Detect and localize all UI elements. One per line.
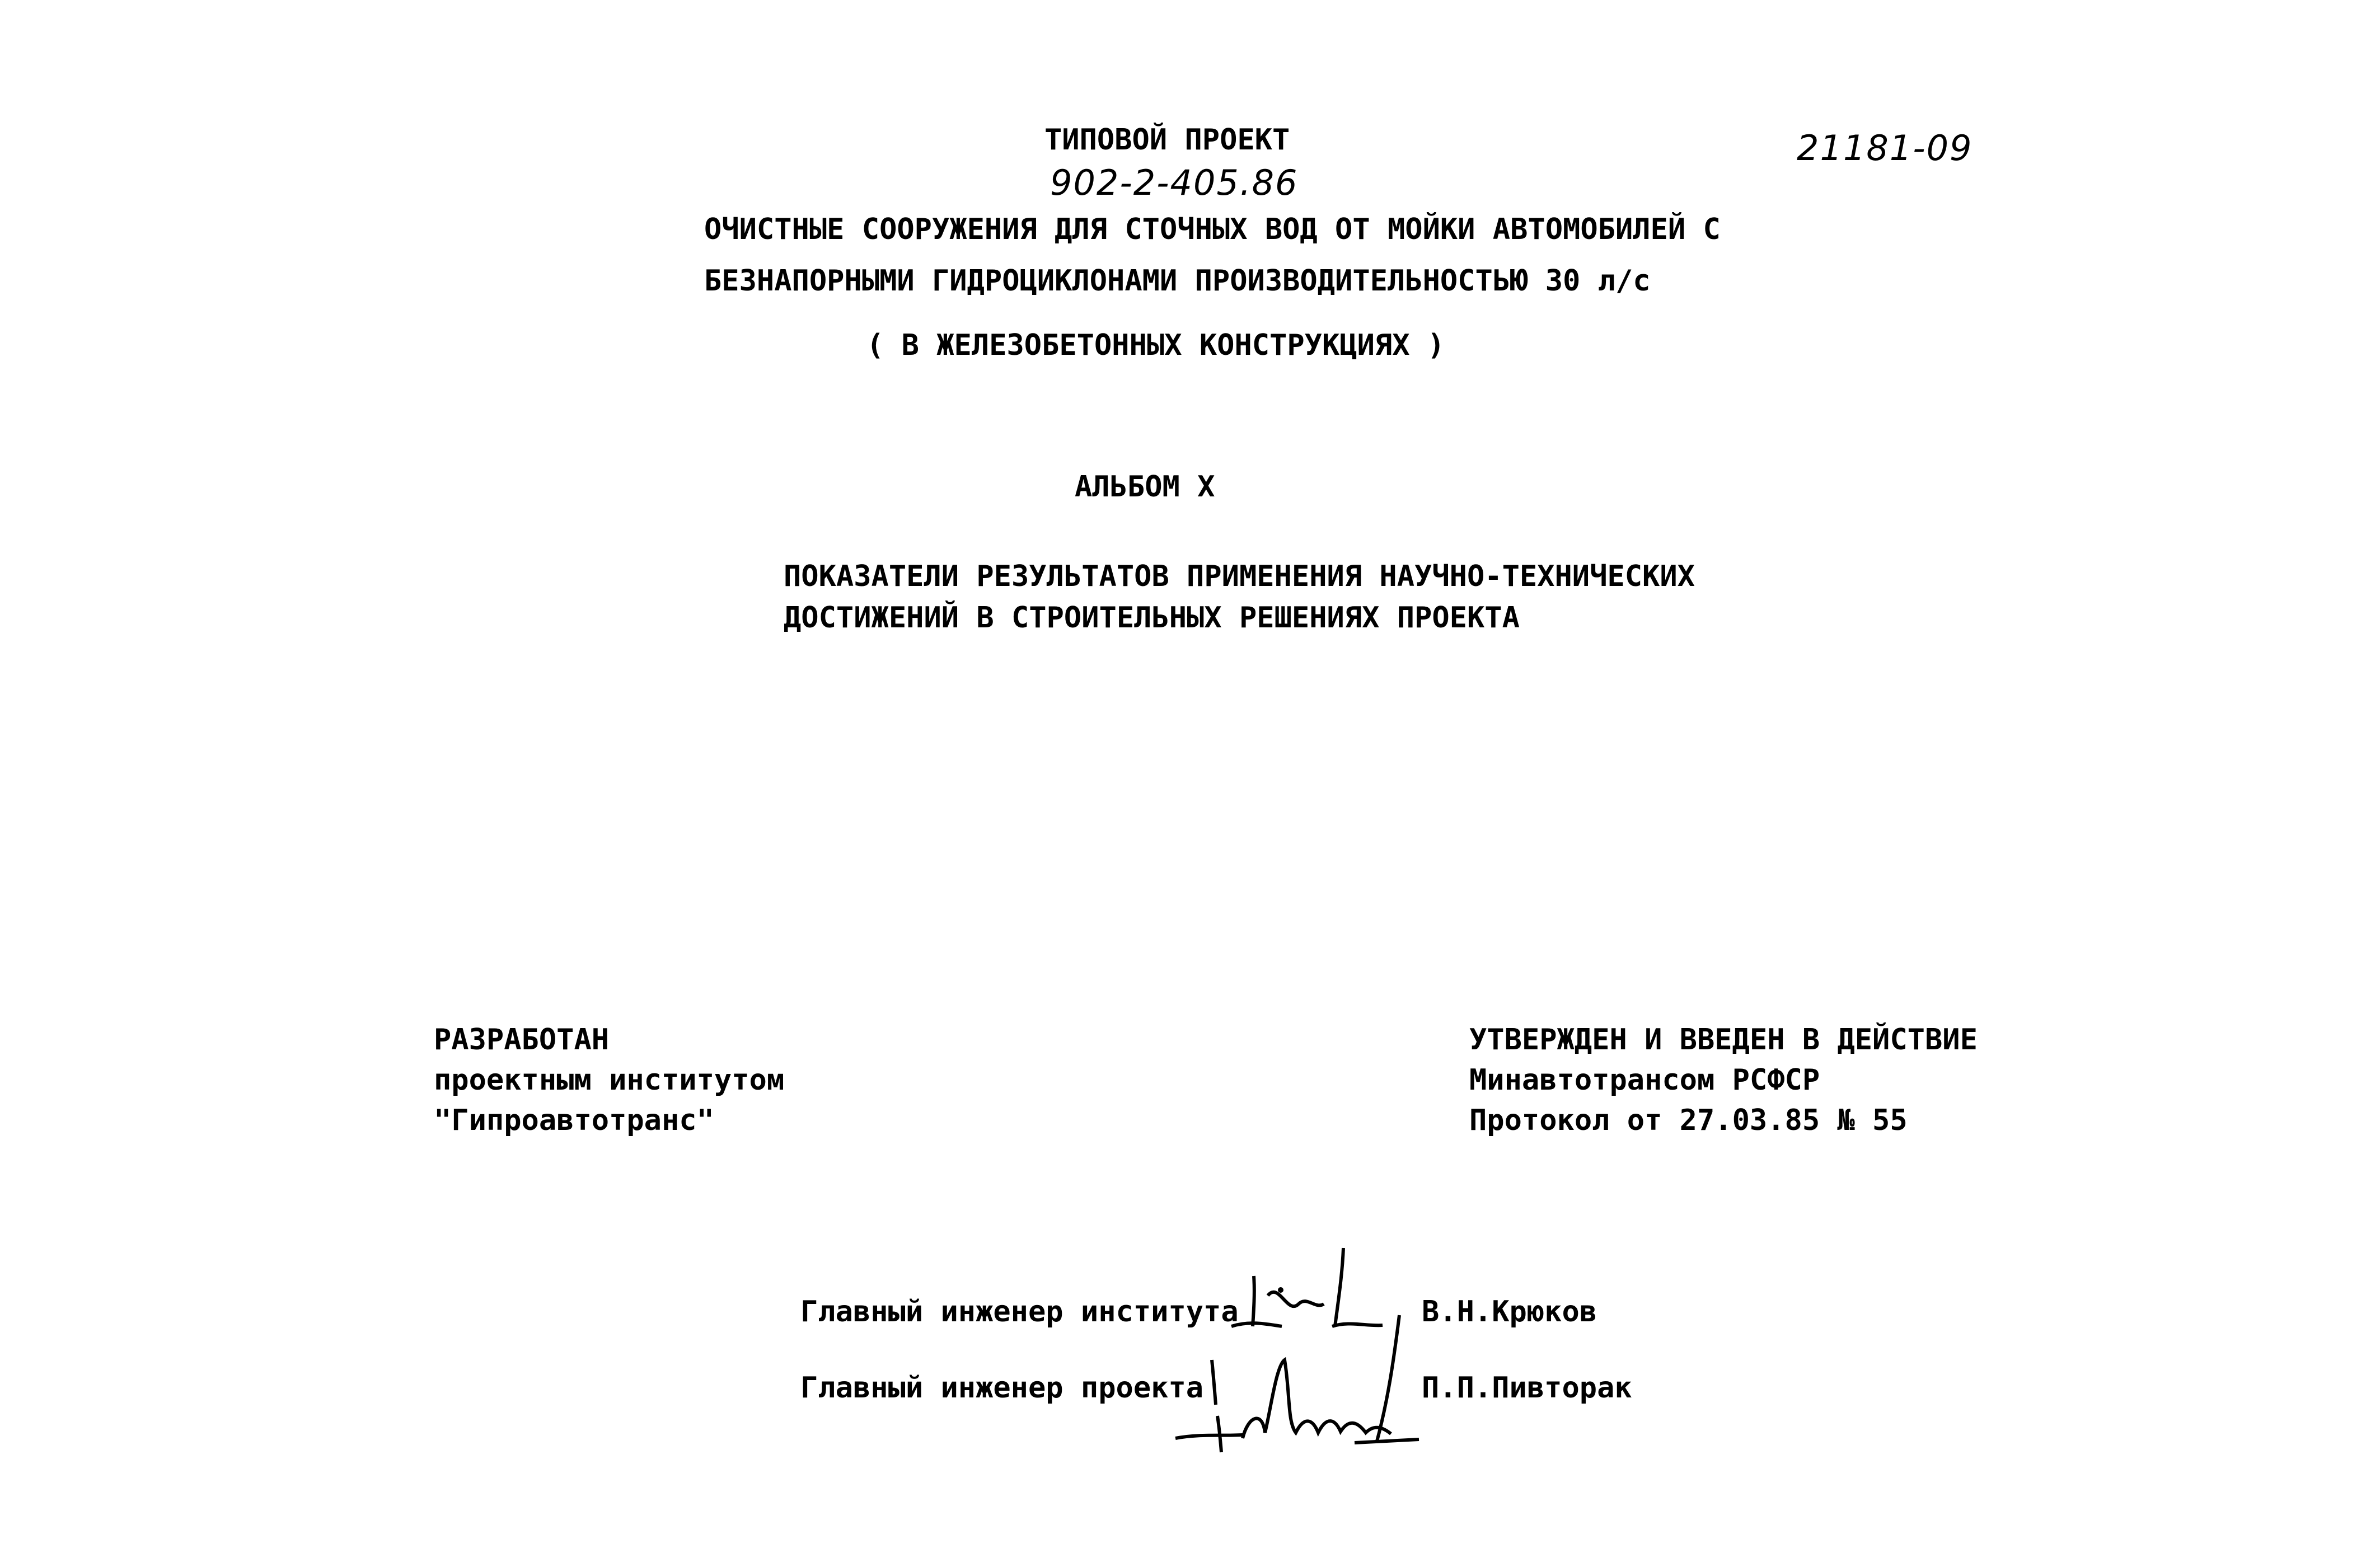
album-label: АЛЬБОМ X	[1075, 470, 1215, 504]
signature-name-institute: В.Н.Крюков	[1422, 1295, 1597, 1329]
signature-role-institute: Главный инженер института	[800, 1295, 1239, 1329]
registration-number: 21181-09	[1797, 128, 1973, 168]
project-number: 902-2-405.86	[1050, 162, 1299, 203]
doc-type: ТИПОВОЙ ПРОЕКТ	[1044, 123, 1290, 157]
signature-name-project: П.П.Пивторак	[1422, 1371, 1632, 1405]
approved-ministry: Минавтотрансом РСФСР	[1469, 1063, 1820, 1097]
approved-protocol: Протокол от 27.03.85 № 55	[1469, 1104, 1908, 1137]
signature-role-project: Главный инженер проекта	[800, 1371, 1204, 1405]
developed-institute-name: "Гипроавтотранс"	[434, 1104, 714, 1137]
approved-label: УТВЕРЖДЕН И ВВЕДЕН В ДЕЙСТВИЕ	[1469, 1023, 1978, 1057]
album-description-line-1: ПОКАЗАТЕЛИ РЕЗУЛЬТАТОВ ПРИМЕНЕНИЯ НАУЧНО-ТЕХНИЧЕСКИХ	[784, 560, 1695, 593]
developed-label: РАЗРАБОТАН	[434, 1023, 610, 1057]
title-line-2: БЕЗНАПОРНЫМИ ГИДРОЦИКЛОНАМИ ПРОИЗВОДИТЕЛЬНОСТЬЮ 30 л/с	[704, 264, 1651, 298]
title-line-3: ( В ЖЕЛЕЗОБЕТОННЫХ КОНСТРУКЦИЯХ )	[866, 329, 1445, 362]
developed-institute: проектным институтом	[434, 1063, 785, 1097]
album-description-line-2: ДОСТИЖЕНИЙ В СТРОИТЕЛЬНЫХ РЕШЕНИЯХ ПРОЕКТА	[784, 601, 1520, 635]
title-line-1: ОЧИСТНЫЕ СООРУЖЕНИЯ ДЛЯ СТОЧНЫХ ВОД ОТ МОЙКИ АВТОМОБИЛЕЙ С	[704, 213, 1721, 246]
signature-project-handwriting	[1164, 1304, 1427, 1466]
